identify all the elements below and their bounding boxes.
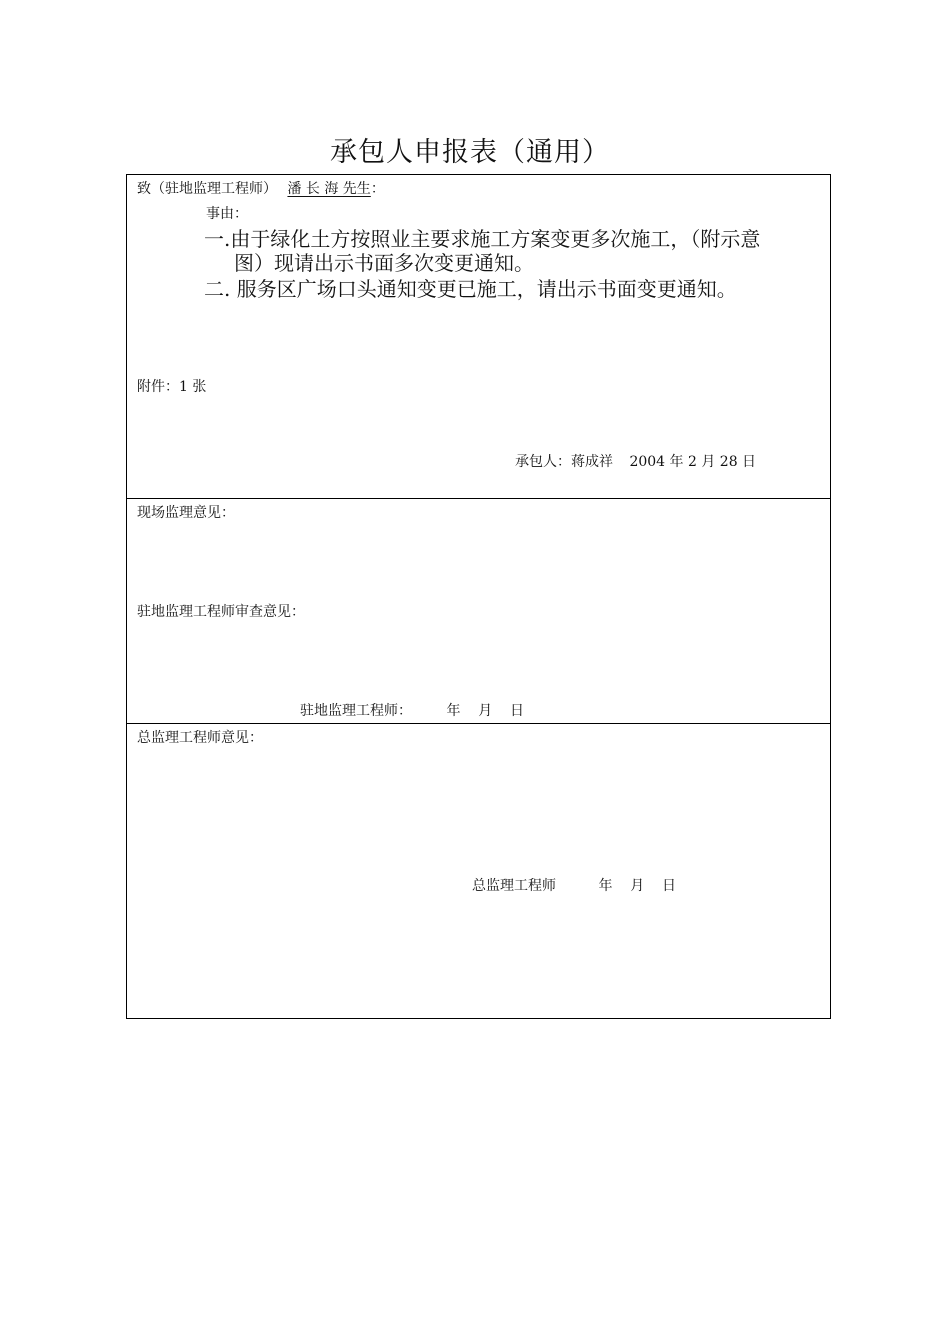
chief-engineer-section <box>127 724 830 1018</box>
resident-date: 年 月 日 <box>446 703 525 719</box>
resident-engineer-section <box>127 499 830 724</box>
contractor-date: 2004 年 2 月 28 日 <box>629 454 757 470</box>
addressee-label: 致（驻地监理工程师） <box>137 181 277 197</box>
reason-item-1-line-2: 图）现请出示书面多次变更通知。 <box>234 251 534 275</box>
resident-review-label: 驻地监理工程师审查意见： <box>137 604 305 620</box>
chief-sign-label: 总监理工程师 <box>472 878 556 894</box>
site-opinion-label: 现场监理意见： <box>137 505 235 521</box>
reason-item-2: 二. 服务区广场口头通知变更已施工，请出示书面变更通知。 <box>204 277 737 301</box>
contractor-signature-line <box>515 453 756 471</box>
contractor-label: 承包人：蒋成祥 <box>515 454 613 470</box>
addressee-name: 潘 长 海 先生 <box>287 181 371 197</box>
resident-sign-label: 驻地监理工程师： <box>300 703 412 719</box>
attachment-line: 附件：1 张 <box>137 379 207 395</box>
application-form-table <box>126 174 831 1019</box>
resident-signature-line <box>300 702 524 720</box>
chief-signature-line <box>472 877 676 895</box>
applicant-section <box>127 175 830 499</box>
reason-label: 事由： <box>206 206 248 222</box>
reason-item-1-line-1: 一.由于绿化土方按照业主要求施工方案变更多次施工，（附示意 <box>204 227 761 251</box>
chief-opinion-label: 总监理工程师意见： <box>137 730 263 746</box>
chief-date: 年 月 日 <box>598 878 677 894</box>
addressee-suffix: ： <box>370 181 385 197</box>
addressee-line <box>137 180 385 198</box>
page-title: 承包人申报表（通用） <box>330 137 610 168</box>
